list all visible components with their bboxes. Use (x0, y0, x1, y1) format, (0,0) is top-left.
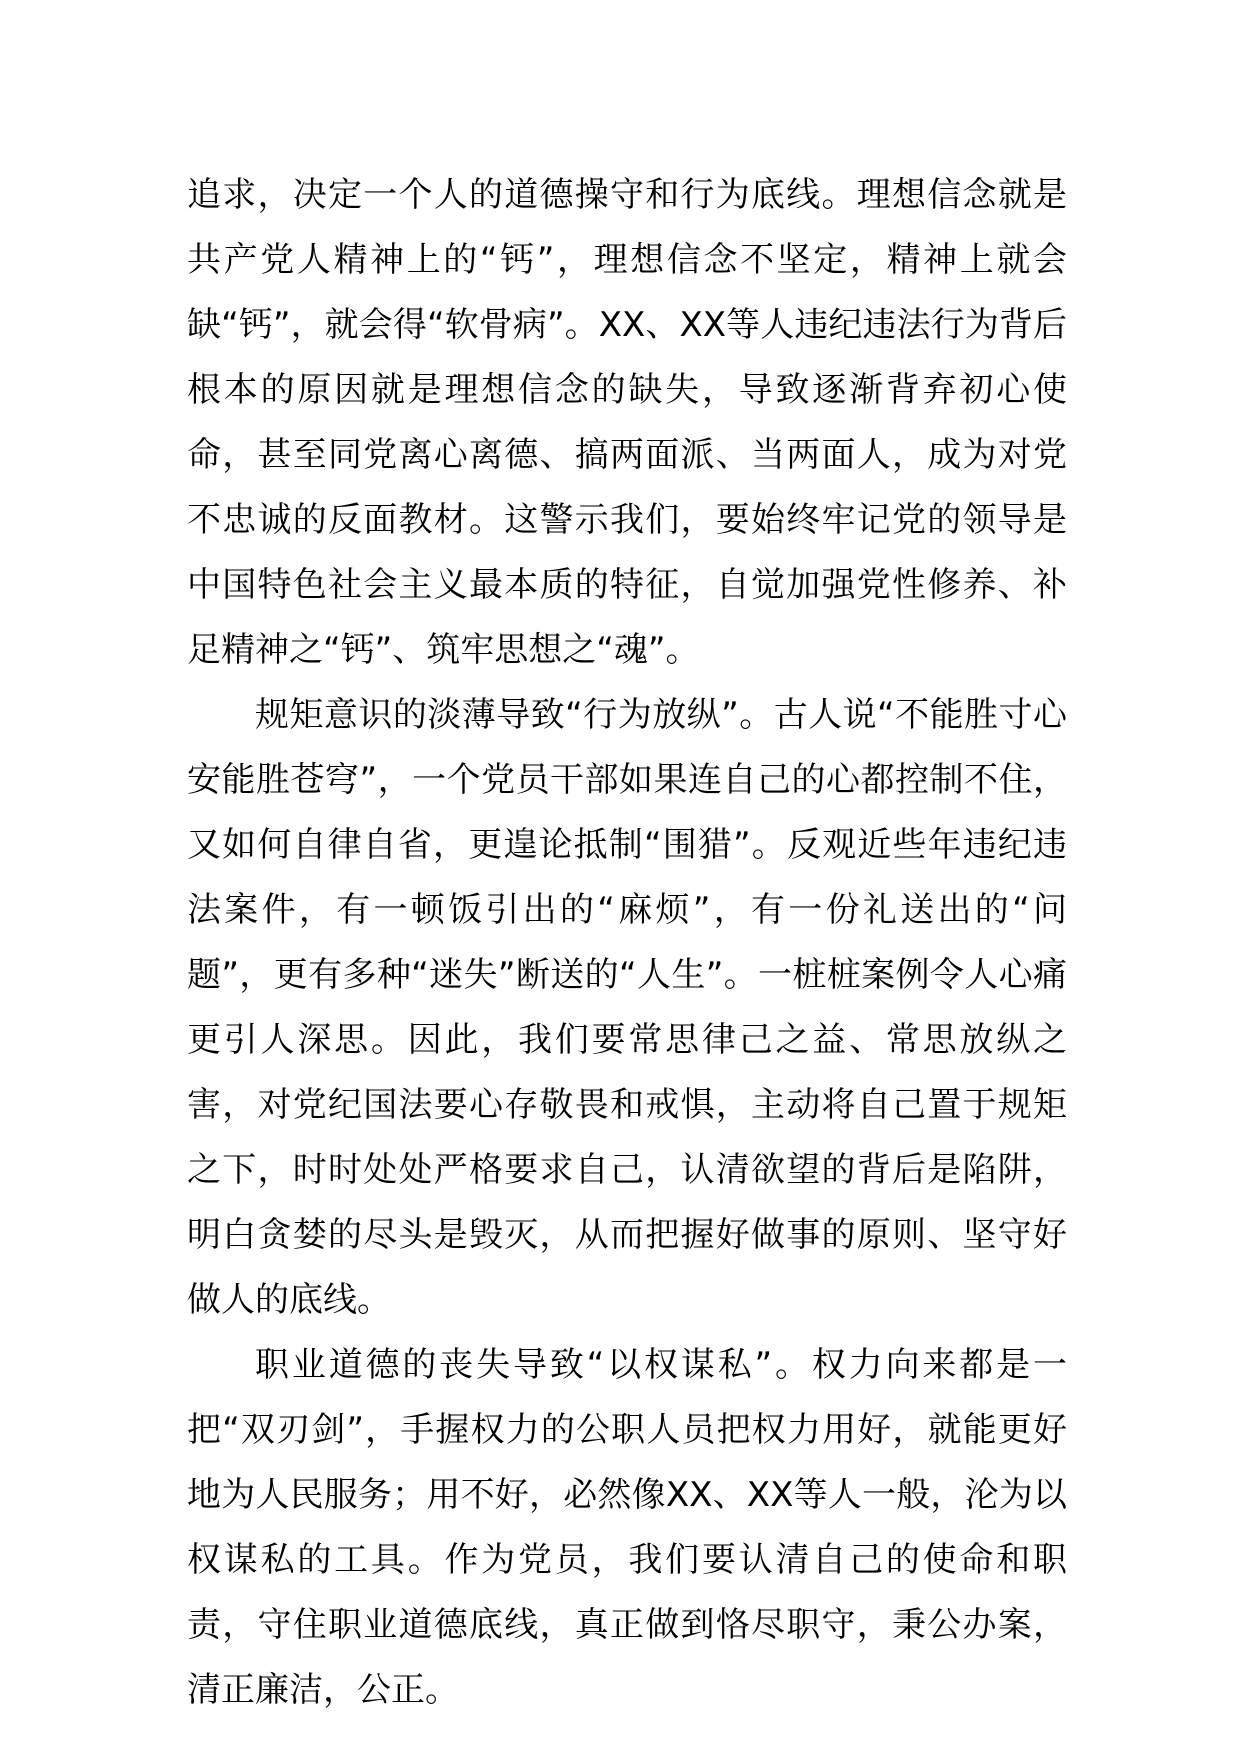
paragraph-ideals: 追求，决定一个人的道德操守和行为底线。理想信念就是共产党人精神上的“钙”，理想信念不坚定，精神上就会缺“钙”，就会得“软骨病”。XX、XX等人违纪违法行为背后根本的原因就是理想信念的缺失，导致逐渐背弃初心使命，甚至同党离心离德、搞两面派、当两面人，成为对党不忠诚的反面教材。这警示我们，要始终牢记党的领导是中国特色社会主义最本质的特征，自觉加强党性修养、补足精神之“钙”、筑牢思想之“魂”。 (187, 175, 1067, 670)
paragraph-rules-awareness: 规矩意识的淡薄导致“行为放纵”。古人说“不能胜寸心安能胜苍穹”，一个党员干部如果连自己的心都控制不住，又如何自律自省，更遑论抵制“围猎”。反观近些年违纪违法案件，有一顿饭引出的“麻烦”，有一份礼送出的“问题”，更有多种“迷失”断送的“人生”。一桩桩案例令人心痛更引人深思。因此，我们要常思律己之益、常思放纵之害，对党纪国法要心存敬畏和戒惧，主动将自己置于规矩之下，时时处处严格要求自己，认清欲望的背后是陷阱，明白贪婪的尽头是毁灭，从而把握好做事的原则、坚守好做人的底线。 (187, 695, 1067, 1320)
paragraph-professional-ethics: 职业道德的丧失导致“以权谋私”。权力向来都是一把“双刃剑”，手握权力的公职人员把权力用好，就能更好地为人民服务；用不好，必然像XX、XX等人一般，沦为以权谋私的工具。作为党员，我们要认清自己的使命和职责，守住职业道德底线，真正做到恪尽职守，秉公办案，清正廉洁，公正。 (187, 1345, 1067, 1710)
document-body (187, 163, 1067, 1723)
